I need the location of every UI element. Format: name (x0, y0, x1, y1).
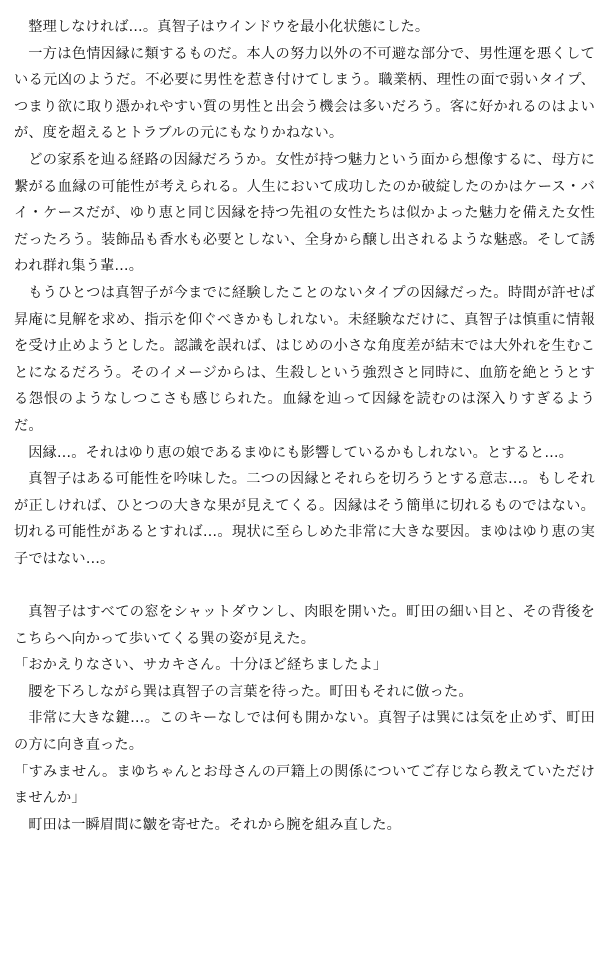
paragraph-7: 真智子はすべての窓をシャットダウンし、肉眼を開いた。町田の細い目と、その背後をこちらへ向かって歩いてくる巽の姿が見えた。 (14, 604, 595, 647)
dialogue-2: 「すみません。まゆちゃんとお母さんの戸籍上の関係についてご存じなら教えていただけませんか」 (14, 763, 595, 807)
paragraph-4: もうひとつは真智子が今までに経験したことのないタイプの因縁だった。時間が許せば昇庵に見解を求め、指示を仰ぐべきかもしれない。未経験なだけに、真智子は慎重に情報を受け止めようとした。認識を誤れば、はじめの小さな角度差が結末では大外れを生むことになるだろう。そのイメージからは、生殺しという強烈さと同時に、血筋を絶とうとする怨恨のようなしつこさも感じられた。血縁を辿って因縁を読むのは深入りすぎるようだ。 (14, 284, 595, 434)
paragraph-8: 腰を下ろしながら巽は真智子の言葉を待った。町田もそれに倣った。 (28, 683, 473, 700)
paragraph-2: 一方は色情因縁に類するものだ。本人の努力以外の不可避な部分で、男性運を悪くしている元凶のようだ。不必要に男性を惹き付けてしまう。職業柄、理性の面で弱いタイプ、つまり欲に取り憑かれやすい質の男性と出会う機会は多いだろう。客に好かれるのはよいが、度を超えるとトラブルの元にもなりかねない。 (14, 45, 595, 142)
paragraph-1: 整理しなければ…。真智子はウインドウを最小化状態にした。 (28, 19, 430, 35)
paragraph-9: 非常に大きな鍵…。このキーなしでは何も開かない。真智子は巽には気を止めず、町田の方に向き直った。 (14, 710, 595, 754)
paragraph-10: 町田は一瞬眉間に皺を寄せた。それから腕を組み直した。 (28, 816, 401, 833)
paragraph-5: 因縁…。それはゆり恵の娘であるまゆにも影響しているかもしれない。とすると…。 (28, 444, 574, 461)
paragraph-6: 真智子はある可能性を吟味した。二つの因縁とそれらを切ろうとする意志…。もしそれが正しければ、ひとつの大きな果が見えてくる。因縁はそう簡単に切れるものではない。切れる可能性があるとすれば…。現状に至らしめた非常に大きな要因。まゆはゆり恵の実子ではない…。 (14, 471, 595, 567)
dialogue-1: 「おかえりなさい、サカキさん。十分ほど経ちましたよ」 (14, 657, 388, 674)
section-break (14, 572, 595, 599)
paragraph-3: どの家系を辿る経路の因縁だろうか。女性が持つ魅力という面から想像するに、母方に繋がる血縁の可能性が考えられる。人生において成功したのか破綻したのかはケース・バイ・ケースだが、ゆり恵と同じ因縁を持つ先祖の女性たちは似かよった魅力を備えた女性だったろう。装飾品も香水も必要としない、全身から醸し出されるような魅惑。そして誘われ群れ集う輩…。 (14, 151, 595, 275)
document-page (14, 14, 595, 838)
